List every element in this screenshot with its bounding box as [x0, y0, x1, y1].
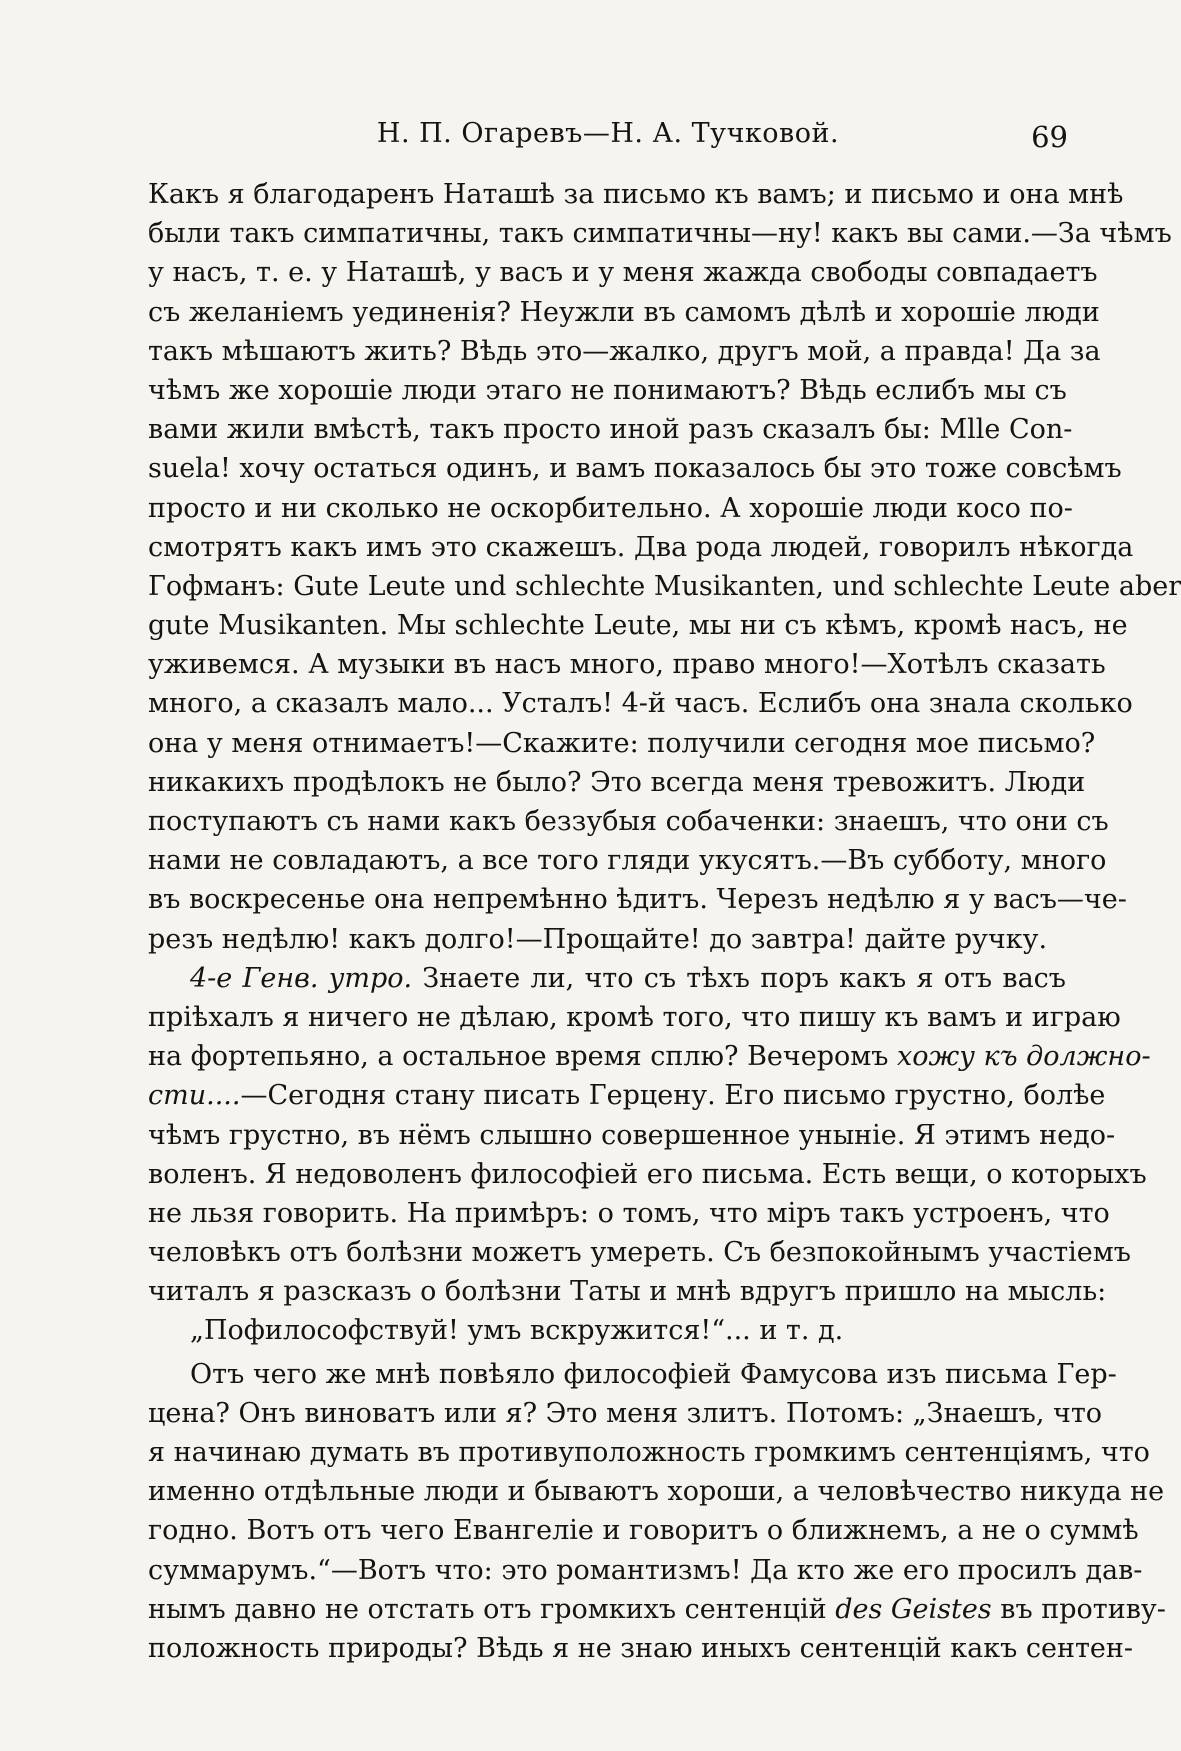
italic-phrase: des Geistes	[835, 1593, 992, 1625]
text-line: прiѣхалъ я ничего не дѣлаю, кромѣ того, что пишу къ вамъ и играю	[148, 1001, 1121, 1033]
header-title: Н. П. Огаревъ—Н. А. Тучковой.	[376, 118, 840, 149]
text-line: она у меня отнимаетъ!—Скажите: получили сегодня мое письмо?	[148, 727, 1096, 759]
text-line: вами жили вмѣстѣ, такъ просто иной разъ сказалъ бы: Mlle Con-	[148, 414, 1073, 446]
text-line: suela! хочу остаться одинъ, и вамъ показалось бы это тоже совсѣмъ	[148, 453, 1122, 485]
text-segment: Знаете ли, что съ тѣхъ поръ какъ я отъ васъ	[422, 962, 1066, 994]
text-line: я начинаю думать въ противуположность громкимъ сентенцiямъ, что	[148, 1437, 1150, 1468]
text-line: Отъ чего же мнѣ повѣяло философiей Фамусова изъ письма Гер-	[190, 1358, 1117, 1390]
text-line: чѣмъ грустно, въ нёмъ слышно совершенное унынiе. Я этимъ недо-	[148, 1119, 1116, 1151]
text-line: въ воскресенье она непремѣнно ѣдитъ. Черезъ недѣлю я у васъ—че-	[148, 884, 1127, 916]
body-text	[148, 175, 1181, 1668]
italic-phrase: сти....	[148, 1080, 241, 1112]
text-line: цена? Онъ виноватъ или я? Это меня злитъ. Потомъ: „Знаешъ, что	[148, 1397, 1103, 1429]
text-line: Гофманъ: Gute Leute und schlechte Musikanten, und schlechte Leute aber	[148, 570, 1181, 602]
text-segment: на фортепьяно, а остальное время сплю? Вечеромъ	[148, 1041, 889, 1073]
text-line: резъ недѣлю! какъ долго!—Прощайте! до завтра! дайте ручку.	[148, 923, 1048, 955]
text-line: чѣмъ же хорошiе люди этаго не понимаютъ? Вѣдь еслибъ мы съ	[148, 374, 1067, 406]
text-line: не льзя говорить. На примѣръ: о томъ, что мiръ такъ устроенъ, что	[148, 1197, 1110, 1229]
text-line	[148, 959, 1066, 998]
text-line: были такъ симпатичны, такъ симпатичны—ну! какъ вы сами.—За чѣмъ	[148, 218, 1172, 250]
text-line: много, а сказалъ мало... Усталъ! 4-й часъ. Еслибъ она знала сколько	[148, 688, 1133, 720]
text-line: человѣкъ отъ болѣзни можетъ умереть. Съ безпокойнымъ участiемъ	[148, 1237, 1131, 1269]
text-line: положность природы? Вѣдь я не знаю иныхъ сентенцiй какъ сентен-	[148, 1632, 1133, 1664]
text-segment: —Сегодня стану писать Герцену. Его письмо грустно, болѣе	[240, 1080, 1106, 1112]
quote-line: „Пофилософствуй! умъ вскружится!“... и т. д.	[190, 1315, 844, 1347]
text-segment: нымъ давно не отстать отъ громкихъ сентенцiй	[148, 1593, 827, 1625]
running-header	[148, 118, 1068, 158]
text-segment: въ противу-	[1000, 1593, 1166, 1625]
page-number: 69	[1031, 120, 1068, 154]
italic-phrase: хожу къ должно-	[897, 1041, 1151, 1073]
text-line: воленъ. Я недоволенъ философiей его письма. Есть вещи, о которыхъ	[148, 1158, 1147, 1190]
text-line: смотрятъ какъ имъ это скажешъ. Два рода людей, говорилъ нѣкогда	[148, 531, 1134, 563]
text-line	[148, 1037, 1151, 1076]
text-line: поступаютъ съ нами какъ беззубыя собаченки: знаешъ, что они съ	[148, 806, 1109, 837]
text-line: годно. Вотъ отъ чего Евангелiе и говоритъ о ближнемъ, а не о суммѣ	[148, 1515, 1139, 1547]
text-line: Какъ я благодаренъ Наташѣ за письмо къ вамъ; и письмо и она мнѣ	[148, 179, 1124, 210]
text-line: читалъ я разсказъ о болѣзни Таты и мнѣ вдругъ пришло на мысль:	[148, 1276, 1107, 1308]
text-line: gute Musikanten. Мы schlechte Leute, мы ни съ кѣмъ, кромѣ насъ, не	[148, 610, 1128, 642]
text-line: никакихъ продѣлокъ не было? Это всегда меня тревожитъ. Люди	[148, 766, 1086, 798]
text-line: такъ мѣшаютъ жить? Вѣдь это—жалко, другъ мой, а правда! Да за	[148, 335, 1101, 367]
text-line: именно отдѣльные люди и бываютъ хороши, а человѣчество никуда не	[148, 1476, 1165, 1508]
text-line: съ желанiемъ уединенiя? Неужли въ самомъ дѣлѣ и хорошiе люди	[148, 296, 1100, 328]
text-line	[148, 1590, 1166, 1629]
text-line: суммарумъ.“—Вотъ что: это романтизмъ! Да кто же его просилъ дав-	[148, 1554, 1143, 1586]
text-line: уживемся. А музыки въ насъ много, право много!—Хотѣлъ сказать	[148, 649, 1106, 681]
text-line	[148, 1076, 1106, 1115]
text-line: нами не совладаютъ, а все того гляди укусятъ.—Въ субботу, много	[148, 845, 1107, 877]
text-line: у насъ, т. е. у Наташѣ, у васъ и у меня жажда свободы совпадаетъ	[148, 257, 1098, 289]
text-line: просто и ни сколько не оскорбительно. А хорошiе люди косо по-	[148, 492, 1073, 524]
date-heading: 4-е Генв. утро.	[190, 962, 413, 994]
